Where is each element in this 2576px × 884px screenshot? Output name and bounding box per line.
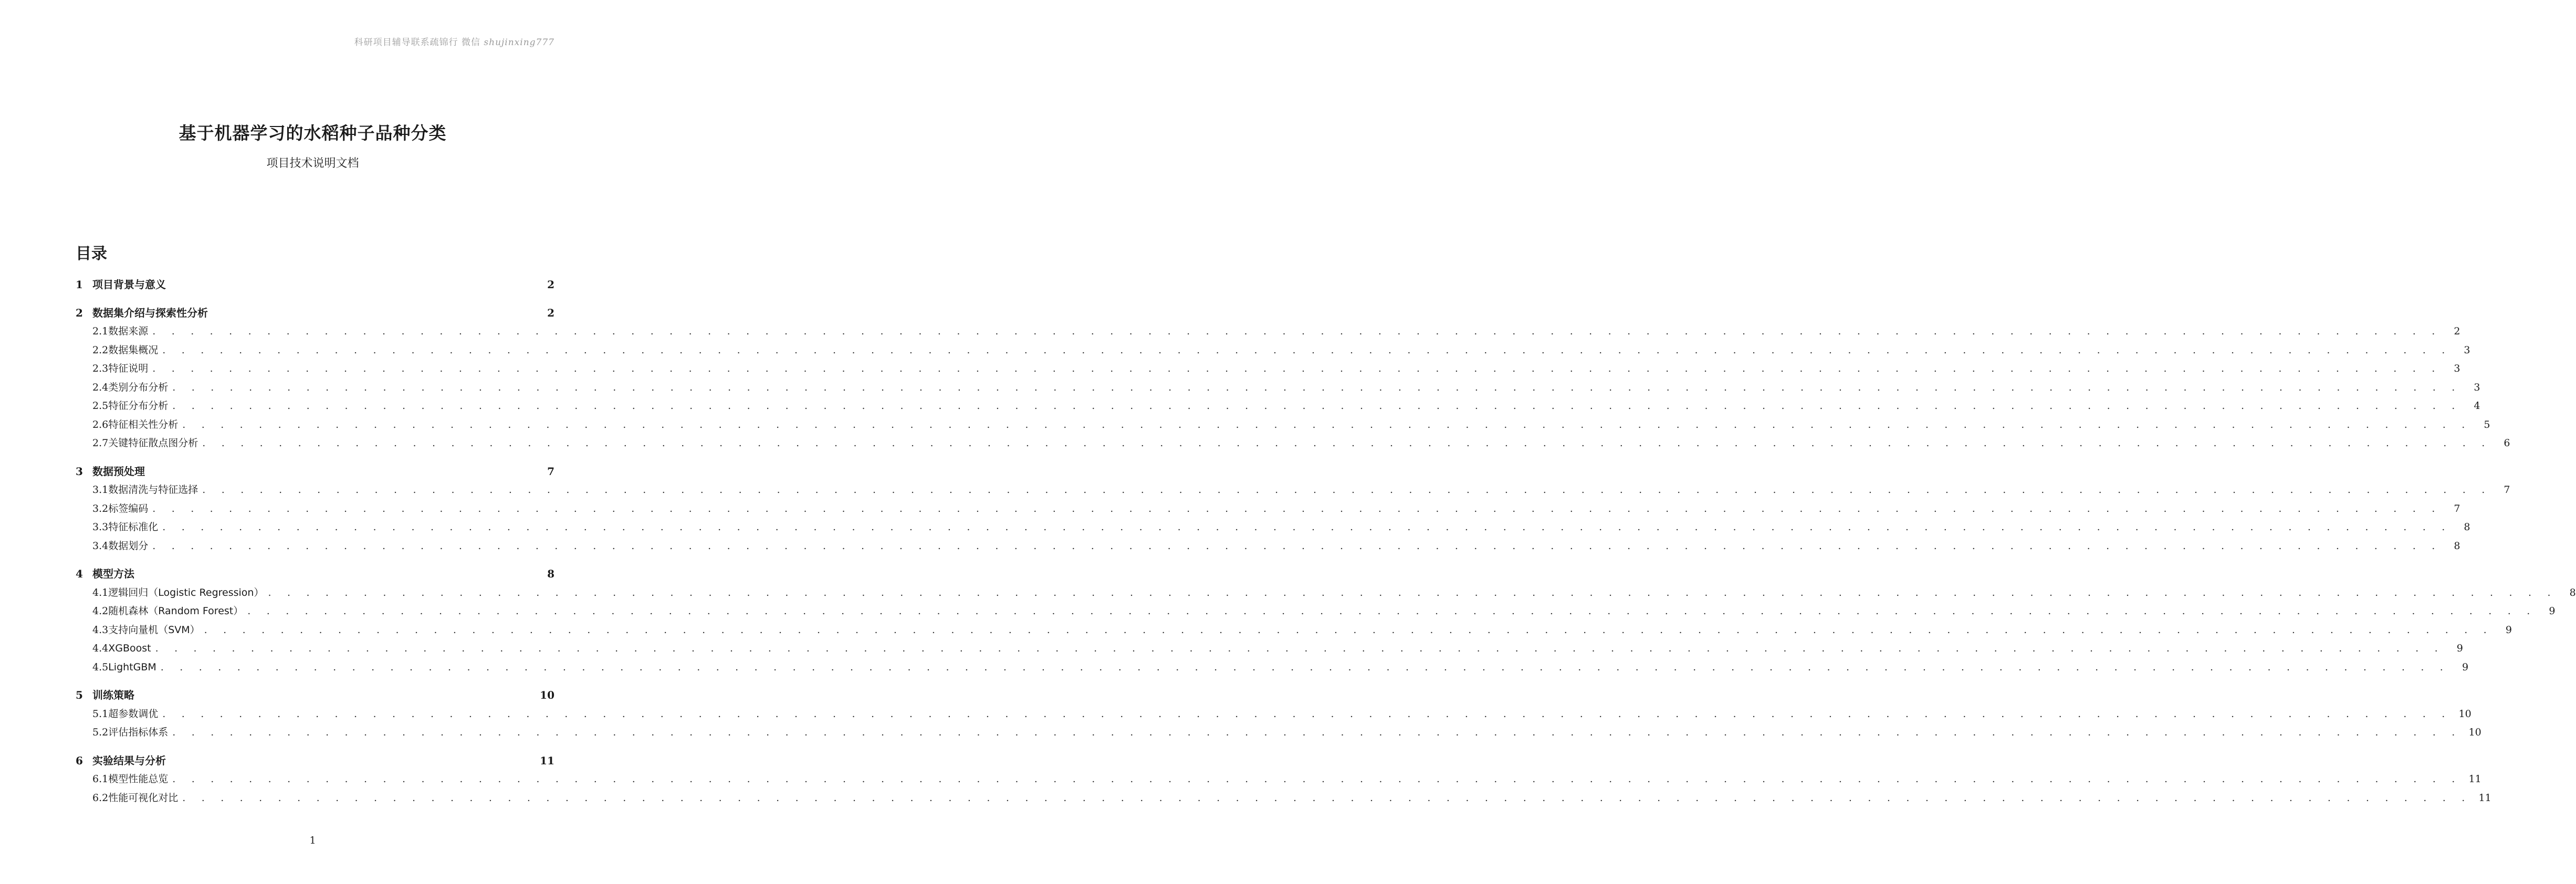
toc-subsection-title: 数据清洗与特征选择 (108, 484, 198, 496)
toc-subsection-title: 关键特征散点图分析 (108, 437, 198, 449)
toc-subsection-number: 3.4 (92, 540, 109, 552)
toc-subsection-page: 7 (2454, 502, 2460, 514)
toc-dot-leader: . . . . . . . . . . . . . . . . . . . . . . . . . . . . . . . . . . . . . . . . . . . . . . . . . . . . . . . . . . . . . . . . . . . . . . . . . . . . . . . . . . . . . . . . . . . . . . . . . . . . . . . . . . . . . . . . . . . . . . . . (202, 484, 2491, 496)
toc-entry-subsection[interactable] (76, 416, 2490, 435)
toc-section (76, 752, 2491, 808)
toc-entry-subsection[interactable] (76, 584, 2576, 603)
toc-dot-leader: . . . . . . . . . . . . . . . . . . . . . . . . . . . . . . . . . . . . . . . . . . . . . . . . . . . . . . . . . . . . . . . . . . . . . . . . . . . . . . . . . . . . . . . . . . . . . . . . . . . . . . . . . . . . . . . . . . . . . . . . (160, 661, 2450, 673)
toc-entry-subsection[interactable] (76, 500, 2460, 519)
toc-entry-subsection[interactable] (76, 341, 2470, 360)
toc-section-number: 6 (76, 754, 83, 767)
toc-subsection-number: 2.3 (92, 363, 109, 374)
toc-section-title: 训练策略 (92, 689, 134, 701)
toc-dot-leader: . . . . . . . . . . . . . . . . . . . . . . . . . . . . . . . . . . . . . . . . . . . . . . . . . . . . . . . . . . . . . . . . . . . . . . . . . . . . . . . . . . . . . . . . . . . . . . . . . . . . . . . . . . . . . . . . . . . . . . . . (162, 708, 2452, 720)
toc-dot-leader: . . . . . . . . . . . . . . . . . . . . . . . . . . . . . . . . . . . . . . . . . . . . . . . . . . . . . . . . . . . . . . . . . . . . . . . . . . . . . . . . . . . . . . . . . . . . . . . . . . . . . . . . . . . . . . . . . . . . . . . . (152, 363, 2442, 374)
toc-entry-subsection[interactable] (76, 322, 2460, 341)
toc-subsection-number: 2.2 (92, 344, 109, 356)
toc-subsection-title: XGBoost (108, 643, 151, 654)
toc-section-page: 10 (540, 689, 554, 701)
toc-entry-subsection[interactable] (76, 770, 2481, 789)
toc-subsection-page: 9 (2505, 624, 2512, 636)
toc-entry-subsection[interactable] (76, 537, 2460, 556)
toc-section-page: 7 (547, 465, 554, 478)
toc-subsection-number: 6.1 (92, 773, 109, 785)
toc-dot-leader: . . . . . . . . . . . . . . . . . . . . . . . . . . . . . . . . . . . . . . . . . . . . . . . . . . . . . . . . . . . . . . . . . . . . . . . . . . . . . . . . . . . . . . . . . . . . . . . . . . . . . . . . . . . . . . . . . . . . . . . . (152, 325, 2442, 337)
toc-subsection-title: 模型性能总览 (108, 773, 169, 785)
watermark (354, 35, 554, 48)
toc-subsection-number: 4.4 (92, 643, 109, 654)
document-title: 基于机器学习的水稻种子品种分类 (179, 123, 447, 143)
toc-entry-section[interactable] (76, 304, 554, 323)
toc-subsection-title: 特征标准化 (108, 521, 159, 533)
toc-section-title: 数据预处理 (92, 465, 145, 478)
toc-subsection-number: 6.2 (92, 792, 109, 804)
toc-section-title: 数据集介绍与探索性分析 (92, 306, 208, 319)
toc-subsection-page: 8 (2569, 586, 2576, 598)
toc-entry-section[interactable] (76, 276, 554, 294)
toc-subsection-number: 4.5 (92, 661, 109, 673)
toc-entry-subsection[interactable] (76, 360, 2460, 378)
toc-dot-leader: . . . . . . . . . . . . . . . . . . . . . . . . . . . . . . . . . . . . . . . . . . . . . . . . . . . . . . . . . . . . . . . . . . . . . . . . . . . . . . . . . . . . . . . . . . . . . . . . . . . . . . . . . . . . . . . . . . . . . . . . (268, 586, 2557, 598)
toc-entry-section[interactable] (76, 752, 554, 771)
toc-entry-subsection[interactable] (76, 378, 2480, 397)
toc-section-page: 8 (547, 567, 554, 580)
toc-dot-leader: . . . . . . . . . . . . . . . . . . . . . . . . . . . . . . . . . . . . . . . . . . . . . . . . . . . . . . . . . . . . . . . . . . . . . . . . . . . . . . . . . . . . . . . . . . . . . . . . . . . . . . . . . . . . . . . . . . . . . . . . (152, 502, 2442, 514)
toc-subsection-number: 3.3 (92, 521, 109, 533)
toc-dot-leader: . . . . . . . . . . . . . . . . . . . . . . . . . . . . . . . . . . . . . . . . . . . . . . . . . . . . . . . . . . . . . . . . . . . . . . . . . . . . . . . . . . . . . . . . . . . . . . . . . . . . . . . . . . . . . . . . . . . . . . . . (182, 418, 2472, 430)
toc-subsection-title: 特征说明 (108, 363, 149, 374)
toc-dot-leader: . . . . . . . . . . . . . . . . . . . . . . . . . . . . . . . . . . . . . . . . . . . . . . . . . . . . . . . . . . . . . . . . . . . . . . . . . . . . . . . . . . . . . . . . . . . . . . . . . . . . . . . . . . . . . . . . . . . . . . . . (172, 381, 2462, 393)
toc-subsection-title: 数据划分 (108, 540, 149, 552)
toc-dot-leader: . . . . . . . . . . . . . . . . . . . . . . . . . . . . . . . . . . . . . . . . . . . . . . . . . . . . . . . . . . . . . . . . . . . . . . . . . . . . . . . . . . . . . . . . . . . . . . . . . . . . . . . . . . . . . . . . . . . . . . . . (204, 624, 2493, 636)
toc-entry-subsection[interactable] (76, 789, 2491, 808)
toc-subsection-page: 10 (2468, 727, 2481, 738)
toc-subsection-page: 5 (2484, 418, 2490, 430)
toc-heading: 目录 (76, 245, 107, 263)
toc-subsection-title: 超参数调优 (108, 708, 159, 720)
toc-subsection-title: 评估指标体系 (108, 727, 169, 738)
toc-subsection-page: 2 (2454, 325, 2460, 337)
toc-subsection-title: 支持向量机（SVM） (108, 624, 200, 636)
toc-dot-leader: . . . . . . . . . . . . . . . . . . . . . . . . . . . . . . . . . . . . . . . . . . . . . . . . . . . . . . . . . . . . . . . . . . . . . . . . . . . . . . . . . . . . . . . . . . . . . . . . . . . . . . . . . . . . . . . . . . . . . . . . (162, 521, 2452, 533)
toc-dot-leader: . . . . . . . . . . . . . . . . . . . . . . . . . . . . . . . . . . . . . . . . . . . . . . . . . . . . . . . . . . . . . . . . . . . . . . . . . . . . . . . . . . . . . . . . . . . . . . . . . . . . . . . . . . . . . . . . . . . . . . . . (155, 643, 2444, 654)
toc-section-number: 2 (76, 306, 83, 319)
toc-section-number: 5 (76, 689, 83, 701)
toc-subsection-page: 7 (2504, 484, 2510, 496)
toc-subsection-number: 4.3 (92, 624, 109, 636)
toc-section (76, 276, 554, 294)
toc-subsection-page: 3 (2454, 363, 2460, 374)
toc-subsection-page: 11 (2468, 773, 2481, 785)
toc-subsection-number: 2.6 (92, 418, 109, 430)
toc-entry-subsection[interactable] (76, 723, 2481, 742)
toc-section-number: 4 (76, 567, 83, 580)
watermark-handle: shujinxing777 (484, 37, 554, 48)
toc-subsection-number: 2.1 (92, 325, 109, 337)
toc-subsection-number: 3.2 (92, 502, 109, 514)
toc-entry-subsection[interactable] (76, 621, 2512, 640)
toc-dot-leader: . . . . . . . . . . . . . . . . . . . . . . . . . . . . . . . . . . . . . . . . . . . . . . . . . . . . . . . . . . . . . . . . . . . . . . . . . . . . . . . . . . . . . . . . . . . . . . . . . . . . . . . . . . . . . . . . . . . . . . . . (172, 773, 2462, 785)
toc-section (76, 462, 2510, 556)
toc-subsection-number: 3.1 (92, 484, 109, 496)
toc-subsection-page: 9 (2549, 605, 2556, 617)
toc-subsection-number: 5.2 (92, 727, 109, 738)
toc-section-number: 1 (76, 278, 83, 291)
toc-subsection-title: 类别分布分析 (108, 381, 169, 393)
toc-subsection-title: 性能可视化对比 (108, 792, 179, 804)
toc-subsection-title: 标签编码 (108, 502, 149, 514)
toc-subsection-number: 2.7 (92, 437, 109, 449)
toc-section-page: 2 (547, 306, 554, 319)
toc-subsection-page: 8 (2454, 540, 2460, 552)
toc-subsection-title: 随机森林（Random Forest） (108, 605, 244, 617)
table-of-contents (76, 276, 2576, 817)
toc-entry-subsection[interactable] (76, 705, 2472, 724)
toc-section (76, 565, 2576, 677)
toc-subsection-title: 特征分布分析 (108, 400, 169, 412)
toc-subsection-title: 逻辑回归（Logistic Regression） (108, 586, 264, 598)
page-number: 1 (309, 835, 316, 846)
toc-entry-subsection[interactable] (76, 658, 2469, 677)
toc-subsection-page: 6 (2504, 437, 2510, 449)
toc-entry-subsection[interactable] (76, 639, 2463, 658)
toc-subsection-page: 11 (2478, 792, 2491, 804)
toc-subsection-number: 4.2 (92, 605, 109, 617)
toc-entry-section[interactable] (76, 565, 554, 584)
toc-entry-subsection[interactable] (76, 397, 2480, 416)
toc-section-page: 11 (540, 754, 554, 767)
toc-subsection-page: 4 (2474, 400, 2480, 412)
toc-subsection-page: 3 (2474, 381, 2480, 393)
toc-section (76, 304, 2510, 453)
watermark-text: 科研项目辅导联系疏锦行 微信 (354, 37, 480, 48)
toc-dot-leader: . . . . . . . . . . . . . . . . . . . . . . . . . . . . . . . . . . . . . . . . . . . . . . . . . . . . . . . . . . . . . . . . . . . . . . . . . . . . . . . . . . . . . . . . . . . . . . . . . . . . . . . . . . . . . . . . . . . . . . . . (172, 727, 2462, 738)
toc-entry-section[interactable] (76, 462, 554, 481)
toc-section-title: 实验结果与分析 (92, 754, 166, 767)
toc-subsection-title: 数据来源 (108, 325, 149, 337)
toc-dot-leader: . . . . . . . . . . . . . . . . . . . . . . . . . . . . . . . . . . . . . . . . . . . . . . . . . . . . . . . . . . . . . . . . . . . . . . . . . . . . . . . . . . . . . . . . . . . . . . . . . . . . . . . . . . . . . . . . . . . . . . . . (182, 792, 2472, 804)
toc-entry-subsection[interactable] (76, 602, 2556, 621)
toc-subsection-page: 9 (2456, 643, 2463, 654)
toc-subsection-number: 2.4 (92, 381, 109, 393)
toc-subsection-number: 2.5 (92, 400, 109, 412)
toc-dot-leader: . . . . . . . . . . . . . . . . . . . . . . . . . . . . . . . . . . . . . . . . . . . . . . . . . . . . . . . . . . . . . . . . . . . . . . . . . . . . . . . . . . . . . . . . . . . . . . . . . . . . . . . . . . . . . . . . . . . . . . . . (172, 400, 2462, 412)
toc-subsection-title: LightGBM (108, 661, 156, 673)
toc-dot-leader: . . . . . . . . . . . . . . . . . . . . . . . . . . . . . . . . . . . . . . . . . . . . . . . . . . . . . . . . . . . . . . . . . . . . . . . . . . . . . . . . . . . . . . . . . . . . . . . . . . . . . . . . . . . . . . . . . . . . . . . . (162, 344, 2452, 356)
toc-entry-subsection[interactable] (76, 481, 2510, 500)
document-subtitle: 项目技术说明文档 (266, 157, 359, 170)
toc-entry-section[interactable] (76, 686, 554, 705)
toc-subsection-page: 10 (2458, 708, 2472, 720)
toc-subsection-title: 数据集概况 (108, 344, 159, 356)
toc-subsection-number: 4.1 (92, 586, 109, 598)
toc-dot-leader: . . . . . . . . . . . . . . . . . . . . . . . . . . . . . . . . . . . . . . . . . . . . . . . . . . . . . . . . . . . . . . . . . . . . . . . . . . . . . . . . . . . . . . . . . . . . . . . . . . . . . . . . . . . . . . . . . . . . . . . . (202, 437, 2491, 449)
toc-entry-subsection[interactable] (76, 434, 2510, 453)
toc-subsection-number: 5.1 (92, 708, 109, 720)
toc-subsection-page: 9 (2462, 661, 2469, 673)
toc-section-title: 项目背景与意义 (92, 278, 166, 291)
toc-entry-subsection[interactable] (76, 518, 2470, 537)
toc-subsection-title: 特征相关性分析 (108, 418, 179, 430)
toc-subsection-page: 8 (2464, 521, 2470, 533)
toc-section (76, 686, 2481, 742)
toc-section-title: 模型方法 (92, 567, 134, 580)
toc-section-page: 2 (547, 278, 554, 291)
toc-dot-leader: . . . . . . . . . . . . . . . . . . . . . . . . . . . . . . . . . . . . . . . . . . . . . . . . . . . . . . . . . . . . . . . . . . . . . . . . . . . . . . . . . . . . . . . . . . . . . . . . . . . . . . . . . . . . . . . . . . . . . . . . (152, 540, 2442, 552)
toc-dot-leader: . . . . . . . . . . . . . . . . . . . . . . . . . . . . . . . . . . . . . . . . . . . . . . . . . . . . . . . . . . . . . . . . . . . . . . . . . . . . . . . . . . . . . . . . . . . . . . . . . . . . . . . . . . . . . . . . . . . . . . . . (247, 605, 2537, 617)
toc-section-number: 3 (76, 465, 83, 478)
toc-subsection-page: 3 (2464, 344, 2470, 356)
